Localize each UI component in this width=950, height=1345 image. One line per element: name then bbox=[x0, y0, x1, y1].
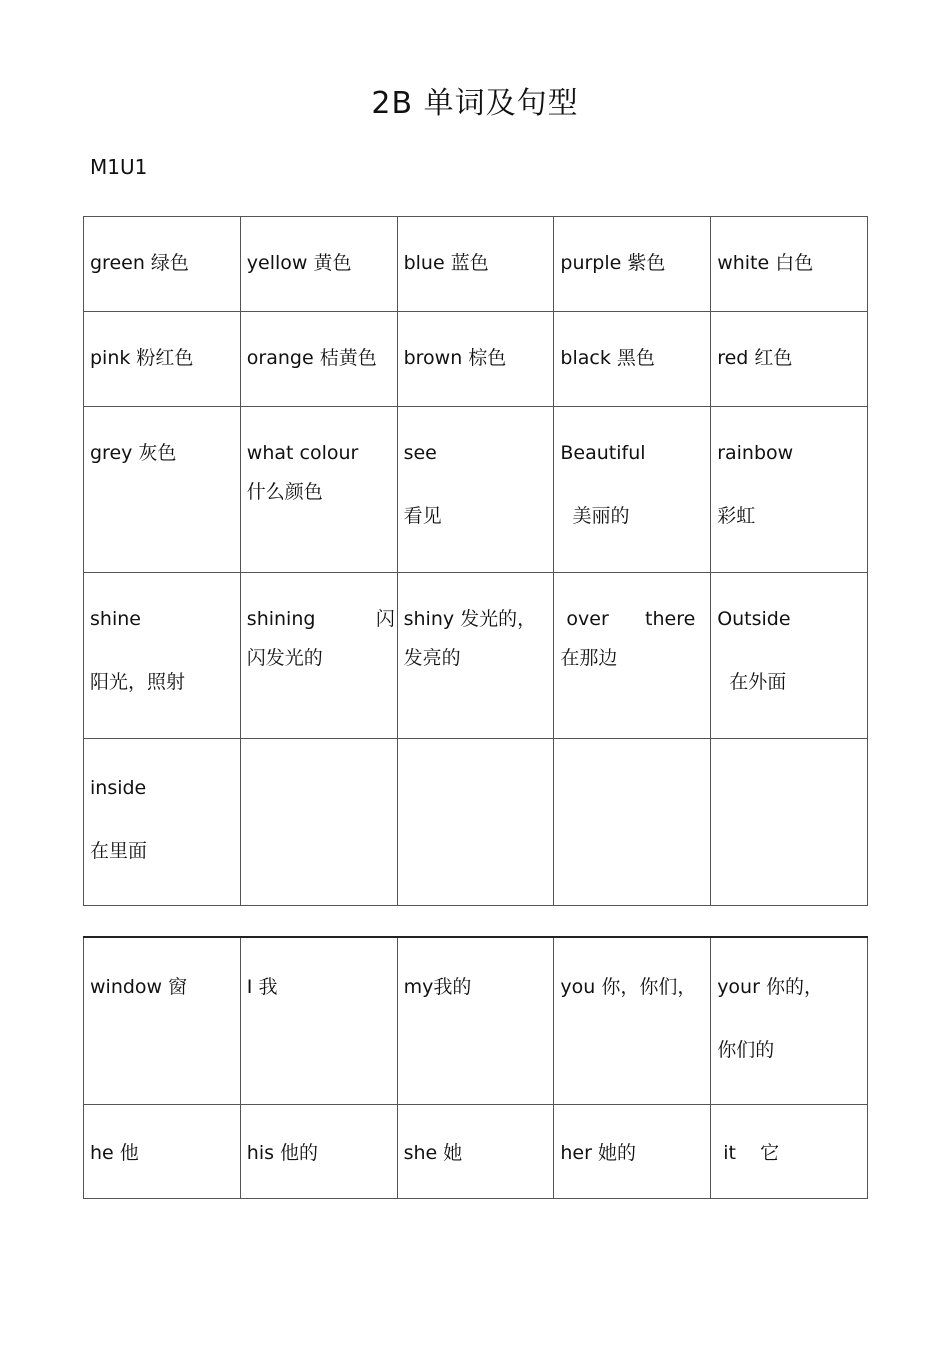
vocab-cell bbox=[84, 573, 241, 739]
vocab-word: green 绿色 bbox=[90, 252, 189, 274]
vocab-word: rainbow bbox=[717, 442, 794, 464]
vocab-cell bbox=[711, 217, 868, 312]
vocab-word: over there bbox=[560, 608, 696, 630]
vocab-cell bbox=[397, 217, 554, 312]
vocab-cell bbox=[84, 312, 241, 407]
vocab-meaning: 在里面 bbox=[90, 839, 148, 862]
vocab-meaning: 在那边 bbox=[560, 646, 618, 669]
vocab-cell bbox=[711, 1105, 868, 1199]
vocab-word: pink 粉红色 bbox=[90, 347, 194, 369]
vocab-word: it 它 bbox=[717, 1142, 780, 1164]
vocab-cell bbox=[711, 407, 868, 573]
vocab-word: brown 棕色 bbox=[403, 347, 507, 369]
vocab-word: Outside bbox=[717, 608, 791, 630]
vocab-word: shining 闪 bbox=[246, 608, 395, 630]
vocab-cell bbox=[240, 573, 397, 739]
table-row bbox=[84, 312, 868, 407]
vocab-word: orange 桔黄色 bbox=[246, 347, 377, 369]
empty-cell bbox=[711, 739, 868, 906]
vocab-cell bbox=[554, 407, 711, 573]
vocab-cell bbox=[554, 312, 711, 407]
table-row bbox=[84, 407, 868, 573]
empty-cell bbox=[397, 739, 554, 906]
vocab-cell bbox=[397, 937, 554, 1105]
vocab-meaning: 看见 bbox=[403, 504, 442, 527]
table-row bbox=[84, 739, 868, 906]
vocab-cell bbox=[397, 1105, 554, 1199]
empty-cell bbox=[554, 739, 711, 906]
vocab-cell bbox=[397, 573, 554, 739]
vocab-meaning: 阳光，照射 bbox=[90, 670, 186, 693]
vocab-cell bbox=[84, 217, 241, 312]
vocab-meaning: 什么颜色 bbox=[246, 480, 323, 503]
vocab-cell bbox=[711, 937, 868, 1105]
vocab-word: inside bbox=[90, 777, 147, 799]
vocab-meaning: 彩虹 bbox=[717, 504, 756, 527]
vocab-word: I 我 bbox=[246, 976, 278, 998]
vocab-cell bbox=[711, 312, 868, 407]
vocab-word: white 白色 bbox=[717, 252, 814, 274]
vocab-meaning: 在外面 bbox=[717, 670, 787, 693]
vocab-cell bbox=[711, 573, 868, 739]
vocab-word: black 黑色 bbox=[560, 347, 655, 369]
vocab-word: shine bbox=[90, 608, 141, 630]
vocab-cell bbox=[397, 407, 554, 573]
table-row bbox=[84, 1105, 868, 1199]
vocab-word: Beautiful bbox=[560, 442, 646, 464]
vocab-meaning: 你们的 bbox=[717, 1038, 775, 1061]
vocab-word: your 你的， bbox=[717, 976, 823, 998]
vocab-cell bbox=[84, 407, 241, 573]
vocab-word: yellow 黄色 bbox=[246, 252, 352, 274]
vocab-word: see bbox=[403, 442, 437, 464]
empty-cell bbox=[240, 739, 397, 906]
vocab-cell bbox=[240, 217, 397, 312]
vocab-cell bbox=[554, 1105, 711, 1199]
vocab-cell bbox=[84, 739, 241, 906]
vocab-table-colors bbox=[83, 216, 868, 906]
vocab-cell bbox=[554, 217, 711, 312]
vocab-word: his 他的 bbox=[246, 1142, 319, 1164]
table-row bbox=[84, 937, 868, 1105]
vocab-cell bbox=[397, 312, 554, 407]
table-row bbox=[84, 217, 868, 312]
vocab-cell bbox=[240, 937, 397, 1105]
vocab-word: window 窗 bbox=[90, 976, 188, 998]
vocab-word: blue 蓝色 bbox=[403, 252, 489, 274]
vocab-word: purple 紫色 bbox=[560, 252, 666, 274]
vocab-cell bbox=[240, 312, 397, 407]
vocab-cell bbox=[240, 1105, 397, 1199]
vocab-word: you 你，你们， bbox=[560, 976, 697, 998]
vocab-table-pronouns bbox=[83, 936, 868, 1199]
vocab-cell bbox=[84, 937, 241, 1105]
vocab-cell bbox=[554, 573, 711, 739]
vocab-word: he 他 bbox=[90, 1142, 139, 1164]
vocab-word: her 她的 bbox=[560, 1142, 636, 1164]
vocab-meaning: 美丽的 bbox=[560, 504, 630, 527]
page-title: 2B 单词及句型 bbox=[371, 86, 579, 121]
vocab-word: grey 灰色 bbox=[90, 442, 177, 464]
vocab-meaning: 发亮的 bbox=[403, 646, 461, 669]
unit-heading: M1U1 bbox=[90, 155, 148, 179]
table-row bbox=[84, 573, 868, 739]
vocab-word: shiny 发光的， bbox=[403, 608, 537, 630]
vocab-cell bbox=[84, 1105, 241, 1199]
vocab-cell bbox=[554, 937, 711, 1105]
vocab-word: my我的 bbox=[403, 976, 472, 998]
vocab-word: red 红色 bbox=[717, 347, 793, 369]
vocab-word: what colour bbox=[246, 442, 359, 464]
vocab-word: she 她 bbox=[403, 1142, 463, 1164]
vocab-meaning: 闪发光的 bbox=[246, 646, 323, 669]
vocab-cell bbox=[240, 407, 397, 573]
